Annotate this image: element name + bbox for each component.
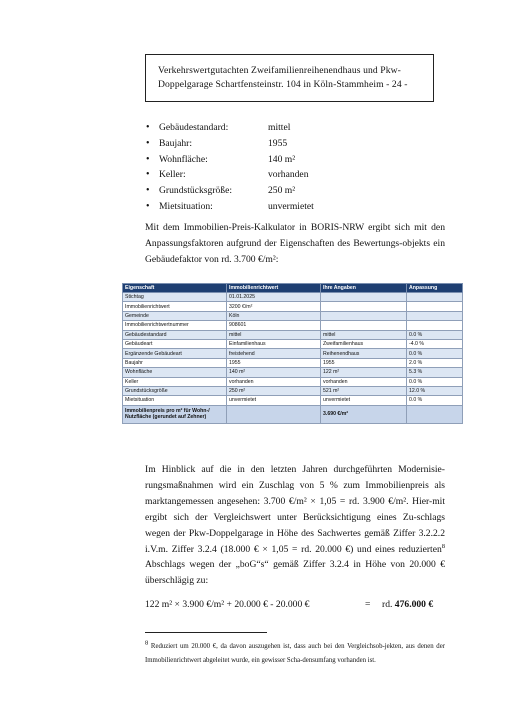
column-header: Anpassung	[407, 284, 463, 293]
table-cell: -4.0 %	[407, 339, 463, 348]
table-cell	[407, 405, 463, 423]
table-cell: 1955	[227, 358, 321, 367]
result-value: 476.000 €	[394, 599, 434, 610]
table-row	[123, 293, 463, 302]
list-item	[145, 183, 445, 199]
table-row	[123, 349, 463, 358]
table-cell: 01.01.2025	[227, 293, 321, 302]
table-cell: Keller	[123, 377, 227, 386]
header-line-1: Verkehrswertgutachten Zweifamilienreihenendhaus und Pkw-	[158, 65, 401, 76]
table-cell: Reihenendhaus	[321, 349, 407, 358]
table-row	[123, 321, 463, 330]
table-cell: Grundstücksgröße	[123, 386, 227, 395]
paragraph-text: Abschlags wegen der „boG“s“ gemäß Ziffer 3.2.4 in Höhe von 20.000 € überschlägig zu:	[145, 559, 445, 587]
table-cell: vorhanden	[321, 377, 407, 386]
attribute-label: • Gebäudestandard:	[159, 122, 229, 133]
column-header: Ihre Angaben	[321, 284, 407, 293]
attribute-value: 1955	[268, 137, 288, 149]
table-row	[123, 358, 463, 367]
table-cell: 908601	[227, 321, 321, 330]
attribute-value: 250 m²	[268, 185, 296, 197]
table-cell: mittel	[227, 330, 321, 339]
table-cell: Immobilienrichtwertnummer	[123, 321, 227, 330]
list-item	[145, 152, 445, 168]
attribute-value: 140 m²	[268, 153, 296, 165]
list-item	[145, 167, 445, 183]
table-row	[123, 330, 463, 339]
footnote-reference: 8	[441, 542, 445, 550]
intro-paragraph: Mit dem Immobilien-Preis-Kalkulator in BORIS-NRW ergibt sich mit den Anpassungsfaktoren aufgrund der Eigenschaften des Bewertungs-objekts ein Gebäudefaktor von rd. 3.700 €/m²:	[145, 222, 445, 265]
page-header	[145, 54, 434, 102]
table-row	[123, 386, 463, 395]
column-header: Immobilienrichtwert	[227, 284, 321, 293]
table-cell: Einfamilienhaus	[227, 339, 321, 348]
table-cell: Köln	[227, 311, 321, 320]
table-row	[123, 396, 463, 405]
table-cell: 2.0 %	[407, 358, 463, 367]
list-item	[145, 199, 445, 215]
table-cell: unvermietet	[321, 396, 407, 405]
table-row	[123, 302, 463, 311]
table-cell: Wohnfläche	[123, 368, 227, 377]
table-cell: 122 m²	[321, 368, 407, 377]
formula-equals: =	[365, 599, 371, 610]
table-cell	[407, 321, 463, 330]
table-cell: Gemeinde	[123, 311, 227, 320]
footnote	[145, 640, 445, 667]
footnote-text: Reduziert um 20.000 €, da davon auszugehen ist, dass auch bei den Vergleichsob-jekten, aus denen der Immobilienrichtwert abgeleitet wurde, ein gewisser Scha-densumfang vorhanden ist.	[145, 643, 445, 664]
paragraph-text: Im Hinblick auf die in den letzten Jahren durchgeführten Modernisie-rungsmaßnahmen wird ein Zuschlag von 5 % zum Immobilienpreis als marktangemessen angesehen: 3.700 €/m² × 1,05 = rd. 3.900 €/m². Hier-mit ergibt sich der Vergleichswert unter Berücksichtigung eines Zu-schlags wegen der Pkw-Doppelgarage in Höhe des Sachwertes gemäß Ziffer 3.2.2.2 i.V.m. Ziffer 3.2.4 (18.000 € × 1,05 = rd. 20.000 €) und eines reduzierten	[145, 464, 445, 555]
table-cell: 521 m²	[321, 386, 407, 395]
list-item	[145, 120, 445, 136]
table-cell: Gebäudeart	[123, 339, 227, 348]
table-cell: 3200 €/m²	[227, 302, 321, 311]
table-cell: 12.0 %	[407, 386, 463, 395]
table-row	[123, 311, 463, 320]
column-header: Eigenschaft	[123, 284, 227, 293]
table-cell: 0.0 %	[407, 330, 463, 339]
table-cell	[321, 293, 407, 302]
table-cell: vorhanden	[227, 377, 321, 386]
table-cell: 5.3 %	[407, 368, 463, 377]
table-cell: Immobilienrichtwert	[123, 302, 227, 311]
table-cell	[227, 405, 321, 423]
table-cell: 0.0 %	[407, 377, 463, 386]
table-cell: Mietsituation	[123, 396, 227, 405]
table-cell: 0.0 %	[407, 349, 463, 358]
table-cell: Ergänzende Gebäudeart	[123, 349, 227, 358]
result-prefix: rd.	[382, 599, 395, 610]
attribute-label: • Keller:	[159, 169, 186, 181]
table-cell	[321, 311, 407, 320]
attribute-value: vorhanden	[268, 169, 309, 181]
table-cell	[321, 321, 407, 330]
table-row	[123, 377, 463, 386]
table-cell: Baujahr	[123, 358, 227, 367]
result-row	[123, 405, 463, 423]
attribute-value: unvermietet	[268, 200, 314, 212]
table-cell: Gebäudestandard	[123, 330, 227, 339]
property-attributes-list	[145, 120, 445, 215]
attribute-label: • Baujahr:	[159, 137, 193, 149]
valuation-paragraph	[145, 462, 445, 589]
attribute-value: mittel	[268, 122, 291, 133]
table-row	[123, 339, 463, 348]
footnote-number: 8	[145, 639, 149, 647]
attribute-label: • Mietsituation:	[159, 200, 213, 212]
table-header-row	[123, 284, 463, 293]
footnote-divider	[145, 632, 267, 633]
table-cell: unvermietet	[227, 396, 321, 405]
table-cell: mittel	[321, 330, 407, 339]
table-cell	[407, 302, 463, 311]
result-value: 3.690 €/m²	[321, 405, 407, 423]
table-row	[123, 368, 463, 377]
formula-result	[382, 598, 433, 612]
table-cell: 250 m²	[227, 386, 321, 395]
table-cell	[321, 302, 407, 311]
table-cell	[407, 293, 463, 302]
table-cell	[407, 311, 463, 320]
list-item	[145, 136, 445, 152]
table-cell: Zweifamilienhaus	[321, 339, 407, 348]
attribute-label: • Grundstücksgröße:	[159, 185, 233, 197]
attribute-label: • Wohnfläche:	[159, 153, 208, 165]
result-label: Immobilienpreis pro m² für Wohn-/ Nutzfläche (gerundet auf Zehner)	[123, 405, 227, 423]
table-body	[123, 293, 463, 424]
formula-expression: 122 m² × 3.900 €/m² + 20.000 € - 20.000 €	[145, 599, 310, 610]
table-cell: 1955	[321, 358, 407, 367]
table-cell: 140 m²	[227, 368, 321, 377]
table-cell: freistehend	[227, 349, 321, 358]
table-cell: Stichtag	[123, 293, 227, 302]
price-calculator-table	[122, 283, 463, 424]
table-cell: 0.0 %	[407, 396, 463, 405]
header-line-2: Doppelgarage Schartfensteinstr. 104 in Köln-Stammheim - 24 -	[158, 79, 408, 90]
